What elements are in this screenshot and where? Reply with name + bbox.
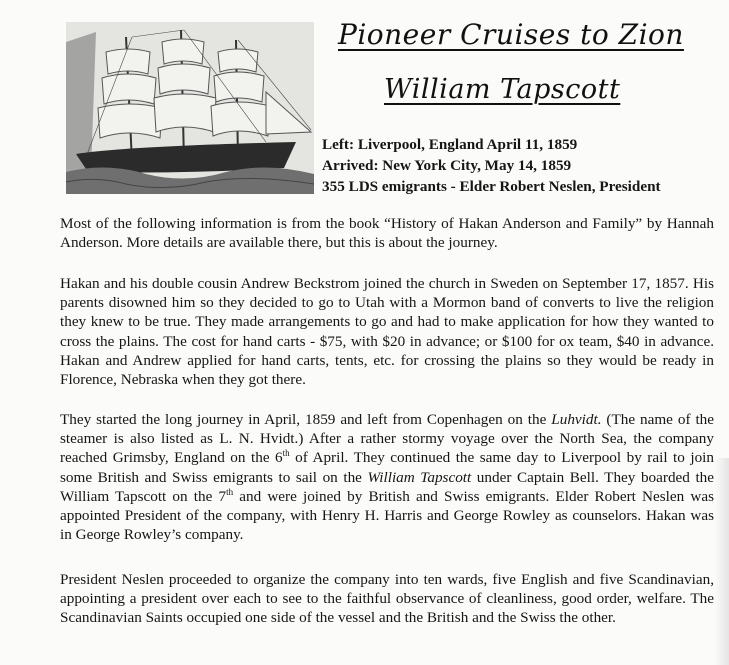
steamer-name: Luhvidt. bbox=[551, 411, 602, 428]
sailing-ship-engraving bbox=[66, 22, 314, 194]
paragraph-journey bbox=[60, 410, 714, 544]
paragraph-source: Most of the following information is from the book “History of Hakan Anderson and Family” by Hannah Anderson. More details are available there, but this is about the journey. bbox=[60, 215, 714, 252]
passengers-line: 355 LDS emigrants - Elder Robert Neslen, President bbox=[322, 178, 661, 195]
page-edge-shadow bbox=[715, 458, 729, 665]
text-run: under Captain Bell. They boarded the William Tapscott on the 7 bbox=[60, 468, 714, 505]
departure-line: Left: Liverpool, England April 11, 1859 bbox=[322, 136, 578, 153]
text-run: (The name of the steamer is also listed as L. N. Hvidt.) After a rather stormy voyage over the North Sea, the company reached Grimsby, England on the 6 bbox=[60, 411, 715, 467]
ordinal-suffix: th bbox=[282, 448, 290, 459]
paragraph-organization: President Neslen proceeded to organize the company into ten wards, five English and five Scandinavian, appointing a president over each to see to the faithful observance of cleanliness, good order, welfare. The Scandinavian Saints occupied one side of the vessel and the British and the Swiss the other. bbox=[60, 571, 714, 627]
voyage-details bbox=[322, 134, 661, 197]
text-run: of April. They continued the same day to Liverpool by rail to join some British and Swiss emigrants to sail on the bbox=[60, 449, 714, 486]
ordinal-suffix: th bbox=[226, 486, 234, 497]
text-run: and were joined by British and Swiss emigrants. Elder Robert Neslen was appointed President of the company, with Henry H. Harris and George Rowley as counselors. Hakan was in George Rowley’s company. bbox=[60, 487, 714, 544]
ship-name: William Tapscott bbox=[367, 468, 472, 486]
paragraph-conversion: Hakan and his double cousin Andrew Beckstrom joined the church in Sweden on September 17, 1857. His parents disowned him so they decided to go to Utah with a Mormon band of converts to live the religion they knew to be true. They made arrangements to go and had to make application for how they wanted to cross the plains. The cost for hand carts - $75, with $20 in advance; or $100 for ox team, $40 in advance. Hakan and Andrew applied for hand carts, tents, etc. for crossing the plains so they would be ready in Florence, Nebraska when they got there. bbox=[60, 275, 714, 389]
arrival-line: Arrived: New York City, May 14, 1859 bbox=[322, 157, 572, 174]
page-title: Pioneer Cruises to Zion bbox=[338, 18, 684, 51]
text-run: They started the long journey in April, 1859 and left from Copenhagen on the bbox=[60, 411, 552, 428]
ship-name-heading: William Tapscott bbox=[384, 74, 621, 105]
